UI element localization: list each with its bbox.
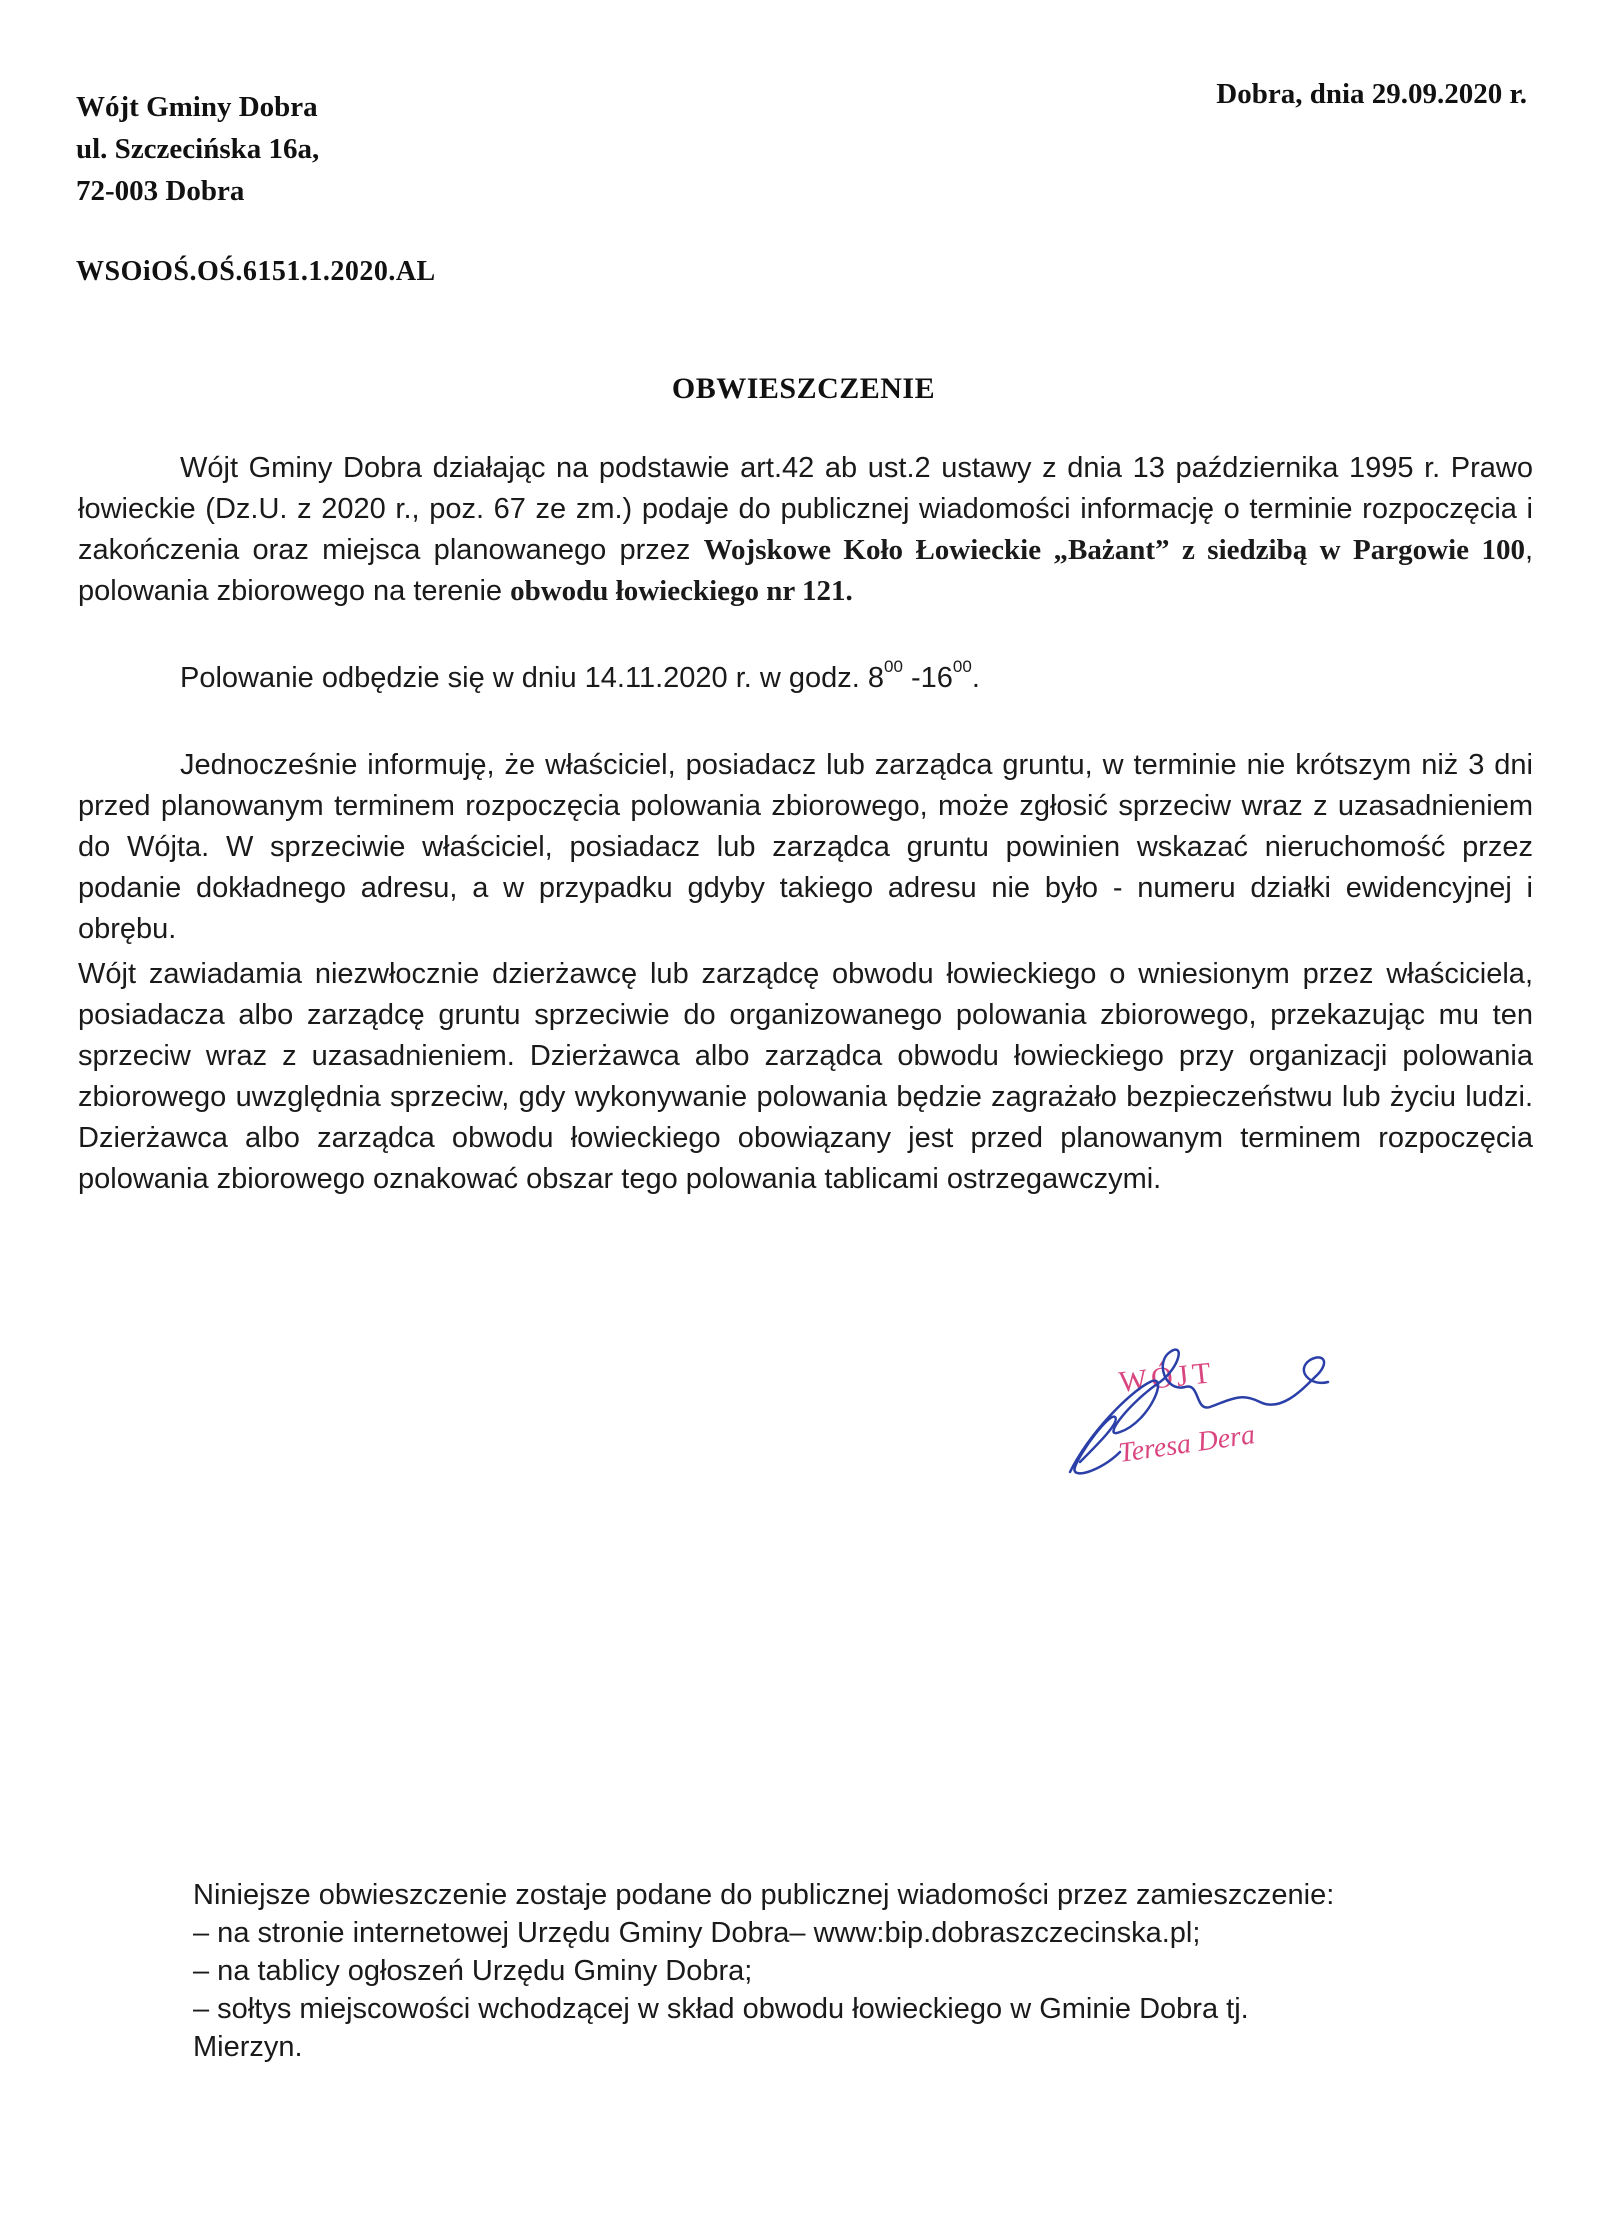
publication-item: – na tablicy ogłoszeń Urzędu Gminy Dobra;: [193, 1955, 753, 1987]
document-title: [0, 372, 1607, 406]
document-date: Dobra, dnia 29.09.2020 r.: [1216, 78, 1527, 110]
signature-graphic: [1060, 1322, 1350, 1502]
stamp-title: WÓJT: [1117, 1356, 1217, 1399]
stamp-name: Teresa Dera: [1116, 1419, 1257, 1469]
hunt-date-end: .: [971, 662, 980, 694]
publication-item: – na stronie internetowej Urzędu Gminy Dobra– www:bip.dobraszczecinska.pl;: [193, 1917, 1201, 1949]
publication-item: – sołtys miejscowości wchodzącej w skład obwodu łowieckiego w Gminie Dobra tj.: [193, 1993, 1249, 2025]
paragraph-announcement: [78, 448, 1533, 612]
publication-intro: Niniejsze obwieszczenie zostaje podane do publicznej wiadomości przez zamieszczenie:: [193, 1879, 1335, 1911]
title-text: OBWIESZCZENIE: [671, 372, 936, 405]
sender-street: ul. Szczecińska 16a,: [76, 133, 320, 165]
sender-postal: 72-003 Dobra: [76, 175, 245, 207]
sender-name: Wójt Gminy Dobra: [76, 91, 318, 123]
hunt-date-text-2: -16: [902, 662, 953, 694]
signature-stamp: [1060, 1322, 1350, 1502]
paragraph-objection: Jednocześnie informuję, że właściciel, posiadacz lub zarządca gruntu, w terminie nie krótszym niż 3 dni przed planowanym terminem rozpoczęcia polowania zbiorowego, może zgłosić sprzeciw wraz z uzasadnieniem do Wójta. W sprzeciwie właściciel, posiadacz lub zarządca gruntu powinien wskazać nieruchomość przez podanie dokładnego adresu, a w przypadku gdyby takiego adresu nie było - numeru działki ewidencyjnej i obrębu.: [78, 749, 1533, 945]
hunt-date-text: Polowanie odbędzie się w dniu 14.11.2020 r. w godz. 8: [180, 662, 885, 694]
paragraph-notification: Wójt zawiadamia niezwłocznie dzierżawcę lub zarządcę obwodu łowieckiego o wniesionym przez właściciela, posiadacza albo zarządcę gruntu sprzeciwie do organizowanego polowania zbiorowego, przekazując mu ten sprzeciw wraz z uzasadnieniem. Dzierżawca albo zarządca obwodu łowieckiego przy organizacji polowania zbiorowego uwzględnia sprzeciw, gdy wykonywanie polowania będzie zagrażało bezpieczeństwu lub życiu ludzi. Dzierżawca albo zarządca obwodu łowieckiego obowiązany jest przed planowanym terminem rozpoczęcia polowania zbiorowego oznakować obszar tego polowania tablicami ostrzegawczymi.: [78, 958, 1533, 1195]
time-start-minutes: 00: [884, 657, 903, 677]
paragraph1-text-2: , polowania zbiorowego na terenie: [78, 534, 1534, 607]
hunting-district: obwodu łowieckiego nr 121.: [510, 575, 853, 607]
paragraph1-text: Wójt Gminy Dobra działając na podstawie art.42 ab ust.2 ustawy z dnia 13 października 1995 r. Prawo łowieckie (Dz.U. z 2020 r., poz. 67 ze zm.) podaje do publicznej wiadomości informację o terminie rozpoczęcia i zakończenia oraz miejsca planowanego przez: [78, 452, 1533, 566]
publication-item: Mierzyn.: [193, 2031, 303, 2063]
hunting-club-name: Wojskowe Koło Łowieckie „Bażant” z siedzibą w Pargowie 100: [703, 534, 1525, 566]
signature-loop: [1074, 1417, 1120, 1474]
publication-note: [193, 1876, 1493, 2066]
paragraph-hunt-date: [78, 658, 1533, 699]
reference-number: WSOiOŚ.OŚ.6151.1.2020.AL: [76, 256, 436, 287]
time-end-minutes: 00: [952, 657, 972, 677]
sender-address: [76, 86, 319, 212]
